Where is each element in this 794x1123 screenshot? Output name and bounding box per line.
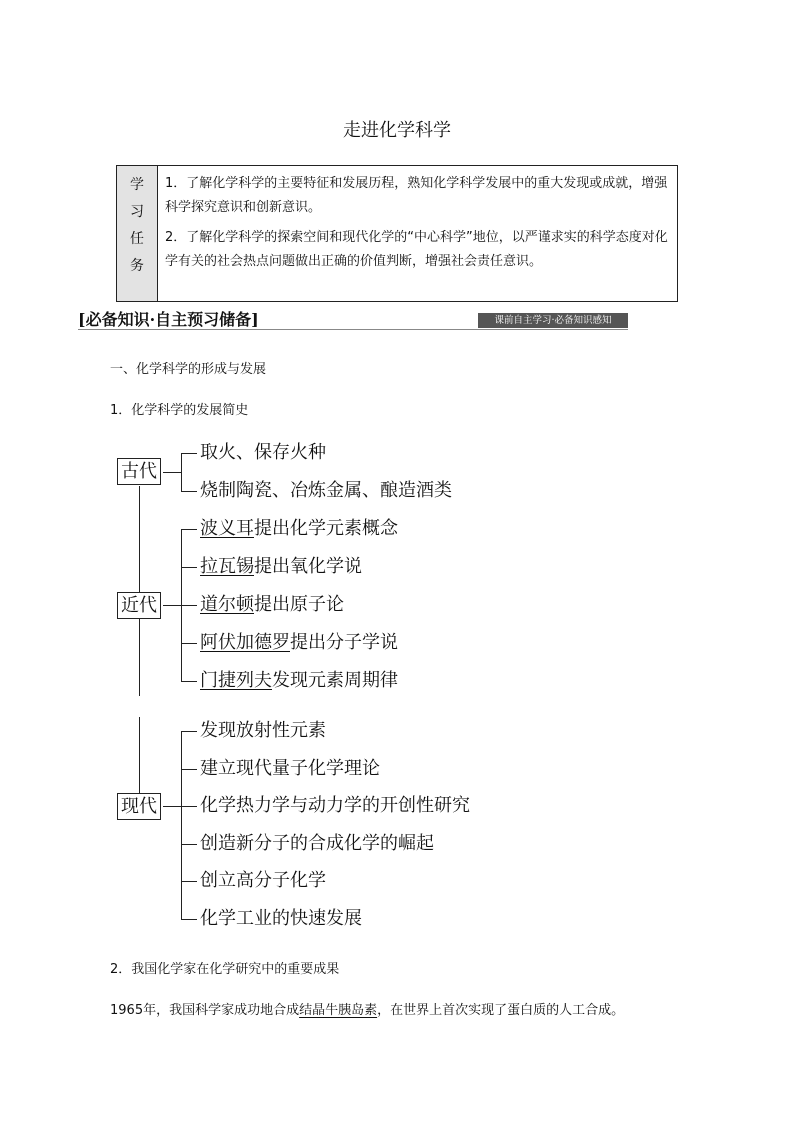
connector (181, 529, 197, 530)
task-label-char: 习 (130, 204, 144, 220)
contemporary-item: 化学工业的快速发展 (200, 908, 362, 929)
modern-item (200, 593, 344, 617)
connector (181, 491, 197, 492)
modern-item (200, 631, 398, 655)
item-text: 提出氧化学说 (254, 556, 362, 577)
achievement-prefix: 1965年，我国科学家成功地合成 (110, 1003, 300, 1018)
ancient-item: 烧制陶瓷、冶炼金属、酿造酒类 (200, 480, 452, 501)
connector (163, 605, 181, 606)
section-heading: [必备知识·自主预习储备] (78, 310, 259, 329)
era-box-ancient: 古代 (117, 458, 161, 485)
subheading-achievements: 2．我国化学家在化学研究中的重要成果 (110, 962, 340, 977)
era-box-contemporary: 现代 (117, 793, 161, 820)
task-item: 2．了解化学科学的探索空间和现代化学的“中心科学”地位，以严谨求实的科学态度对化学有关的社会热点问题做出正确的价值判断，增强社会责任意识。 (165, 230, 668, 269)
connector (181, 681, 197, 682)
scientist-name: 波义耳 (200, 518, 254, 539)
scientist-name: 拉瓦锡 (200, 556, 254, 577)
task-label-char: 任 (130, 231, 144, 247)
page-title: 走进化学科学 (343, 120, 451, 141)
contemporary-item: 化学热力学与动力学的开创性研究 (200, 795, 470, 816)
timeline-spine (139, 486, 140, 592)
item-text: 提出化学元素概念 (254, 518, 398, 539)
item-text: 提出分子学说 (290, 632, 398, 653)
item-text: 发现元素周期律 (272, 670, 398, 691)
connector (181, 605, 197, 606)
timeline-spine (139, 717, 140, 793)
contemporary-item: 创造新分子的合成化学的崛起 (200, 833, 434, 854)
achievement-suffix: ，在世界上首次实现了蛋白质的人工合成。 (377, 1003, 625, 1018)
modern-item (200, 669, 398, 693)
connector (163, 806, 181, 807)
connector (181, 567, 197, 568)
scientist-name: 阿伏加德罗 (200, 632, 290, 653)
modern-item (200, 517, 398, 541)
ancient-item: 取火、保存火种 (200, 442, 326, 463)
contemporary-item: 建立现代量子化学理论 (200, 758, 380, 779)
connector (181, 643, 197, 644)
task-label-char: 务 (130, 258, 144, 274)
item-text: 提出原子论 (254, 594, 344, 615)
era-box-modern: 近代 (117, 592, 161, 619)
timeline-spine (139, 618, 140, 696)
bracket (181, 731, 182, 919)
task-item: 1．了解化学科学的主要特征和发展历程，熟知化学科学发展中的重大发现或成就，增强科学探究意识和创新意识。 (165, 176, 668, 215)
connector (181, 881, 197, 882)
connector (163, 472, 181, 473)
achievement-highlight: 结晶牛胰岛素 (299, 1003, 378, 1018)
connector (181, 769, 197, 770)
achievement-paragraph (110, 999, 624, 1018)
part-heading: 一、化学科学的形成与发展 (110, 362, 267, 377)
connector (181, 453, 197, 454)
connector (181, 844, 197, 845)
modern-item (200, 555, 362, 579)
bracket (181, 453, 182, 491)
contemporary-item: 发现放射性元素 (200, 720, 326, 741)
task-label-char: 学 (130, 177, 144, 193)
contemporary-item: 创立高分子化学 (200, 870, 326, 891)
subheading-history: 1．化学科学的发展简史 (110, 403, 249, 418)
connector (181, 731, 197, 732)
connector (181, 919, 197, 920)
connector (181, 806, 197, 807)
scientist-name: 门捷列夫 (200, 670, 272, 691)
scientist-name: 道尔顿 (200, 594, 254, 615)
section-badge: 课前自主学习·必备知识感知 (478, 313, 628, 328)
